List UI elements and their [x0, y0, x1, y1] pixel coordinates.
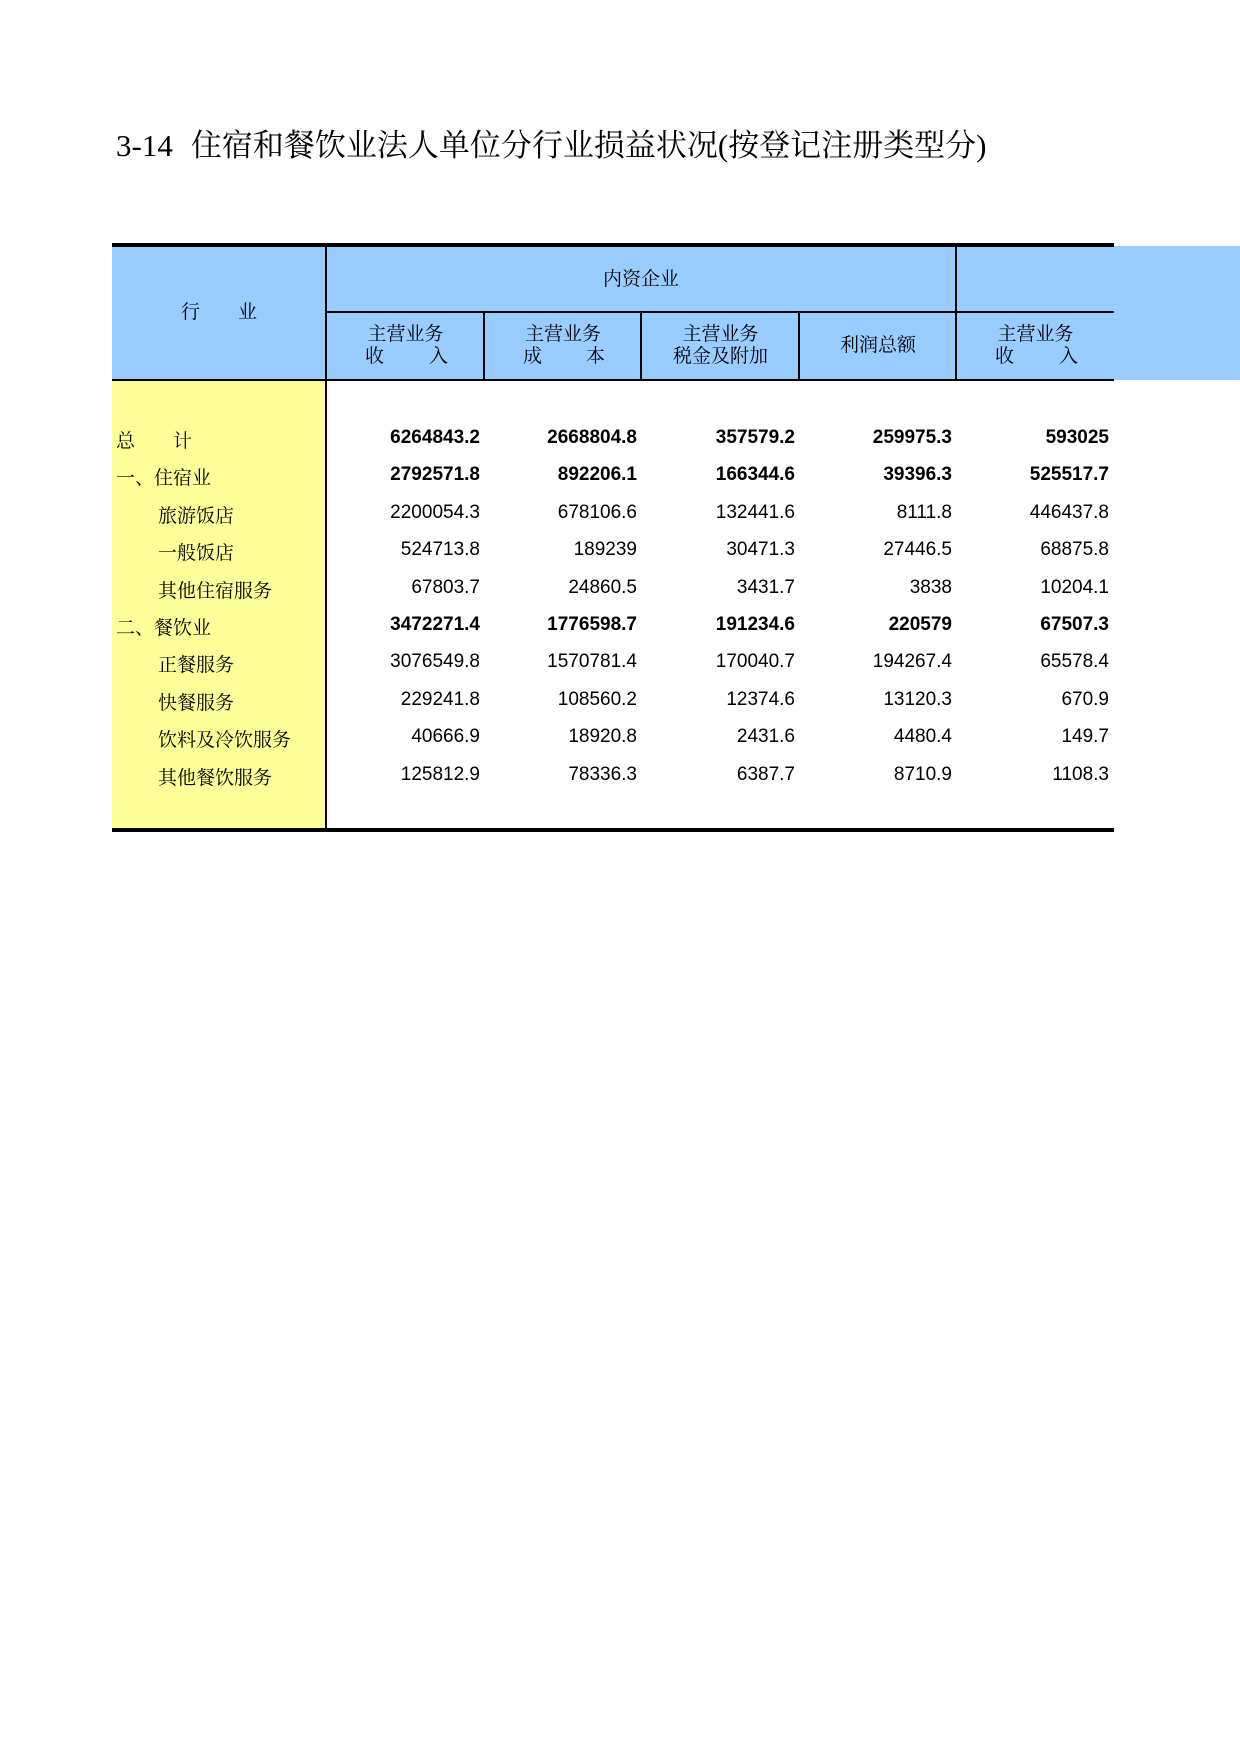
table-row	[0, 680, 1240, 717]
table-cell: 2431.6	[736, 726, 795, 748]
header-bottom-rule	[112, 379, 1114, 381]
table-cell: 108560.2	[557, 688, 637, 710]
group-rule	[326, 311, 1114, 313]
table-row	[0, 717, 1240, 754]
table-cell: 220579	[888, 614, 952, 635]
table-cell: 1570781.4	[547, 651, 637, 673]
table-cell: 40666.9	[411, 726, 480, 748]
row-label: 一般饭店	[158, 542, 235, 565]
table-cell: 67507.3	[1040, 614, 1109, 635]
table-cell: 170040.7	[715, 651, 795, 673]
row-label: 其他餐饮服务	[158, 766, 273, 789]
table-cell: 189239	[573, 539, 637, 561]
table-cell: 125812.9	[400, 763, 480, 785]
table-row	[0, 642, 1240, 679]
table-cell: 8111.8	[896, 501, 952, 523]
row-label: 一、住宿业	[116, 467, 212, 490]
table-cell: 229241.8	[400, 688, 480, 710]
column-header-revenue-2: 主营业务 收 入	[995, 323, 1078, 367]
bottom-rule	[112, 828, 1114, 832]
table-cell: 593025	[1045, 427, 1109, 448]
table-number: 3-14	[116, 128, 173, 163]
row-label: 饮料及冷饮服务	[158, 729, 292, 752]
table-cell: 3431.7	[736, 576, 795, 598]
table-cell: 4480.4	[893, 726, 952, 748]
table-cell: 2200054.3	[390, 501, 480, 523]
row-label: 快餐服务	[158, 691, 235, 714]
row-label: 总 计	[116, 430, 193, 452]
table-cell: 194267.4	[872, 651, 952, 673]
table-cell: 78336.3	[568, 763, 637, 785]
table-cell: 149.7	[1061, 726, 1109, 748]
table-cell: 446437.8	[1029, 501, 1109, 523]
table-cell: 524713.8	[400, 539, 480, 561]
column-header-profit: 利润总额	[839, 334, 916, 356]
table-cell: 259975.3	[872, 427, 952, 448]
row-label: 正餐服务	[158, 654, 235, 677]
row-label: 其他住宿服务	[158, 579, 273, 602]
table-cell: 2668804.8	[547, 427, 637, 448]
table-row	[0, 418, 1240, 455]
top-rule	[112, 243, 1114, 247]
table-cell: 132441.6	[715, 501, 795, 523]
table-cell: 6264843.2	[390, 427, 480, 448]
table-cell: 30471.3	[726, 539, 795, 561]
table-cell: 525517.7	[1029, 464, 1109, 486]
table-row	[0, 605, 1240, 642]
column-header-taxes: 主营业务 税金及附加	[672, 323, 768, 367]
table-cell: 3838	[909, 576, 952, 598]
table-row	[0, 530, 1240, 567]
table-cell: 24860.5	[568, 576, 637, 598]
table-cell: 13120.3	[883, 688, 952, 710]
table-cell: 670.9	[1061, 688, 1109, 710]
table-row	[0, 493, 1240, 530]
table-cell: 2792571.8	[390, 464, 480, 486]
table-cell: 1776598.7	[547, 614, 637, 635]
table-cell: 6387.7	[736, 763, 795, 785]
column-header-cost: 主营业务 成 本	[523, 323, 605, 367]
column-header-revenue: 主营业务 收 入	[365, 323, 448, 367]
table-row	[0, 755, 1240, 792]
page-title	[116, 120, 986, 165]
table-cell: 10204.1	[1040, 576, 1109, 598]
table-cell: 3472271.4	[390, 614, 480, 635]
table-cell: 678106.6	[557, 501, 637, 523]
table-cell: 65578.4	[1040, 651, 1109, 673]
table-cell: 27446.5	[883, 539, 952, 561]
table-cell: 357579.2	[715, 427, 795, 448]
table-row	[0, 455, 1240, 492]
row-label: 旅游饭店	[158, 504, 235, 527]
table-cell: 68875.8	[1040, 539, 1109, 561]
table-title: 住宿和餐饮业法人单位分行业损益状况(按登记注册类型分)	[190, 128, 987, 163]
table-cell: 67803.7	[411, 576, 480, 598]
group-header-domestic: 内资企业	[602, 268, 679, 290]
table-cell: 18920.8	[568, 726, 637, 748]
stub-header: 行 业	[180, 301, 257, 323]
table-cell: 12374.6	[726, 688, 795, 710]
table-cell: 166344.6	[715, 464, 795, 486]
table-cell: 39396.3	[883, 464, 952, 486]
row-label: 二、餐饮业	[116, 617, 212, 639]
table-cell: 3076549.8	[390, 651, 480, 673]
table-cell: 191234.6	[715, 614, 795, 635]
table-cell: 8710.9	[893, 763, 952, 785]
table-cell: 892206.1	[557, 464, 637, 486]
table-row	[0, 568, 1240, 605]
table-cell: 1108.3	[1052, 763, 1109, 785]
